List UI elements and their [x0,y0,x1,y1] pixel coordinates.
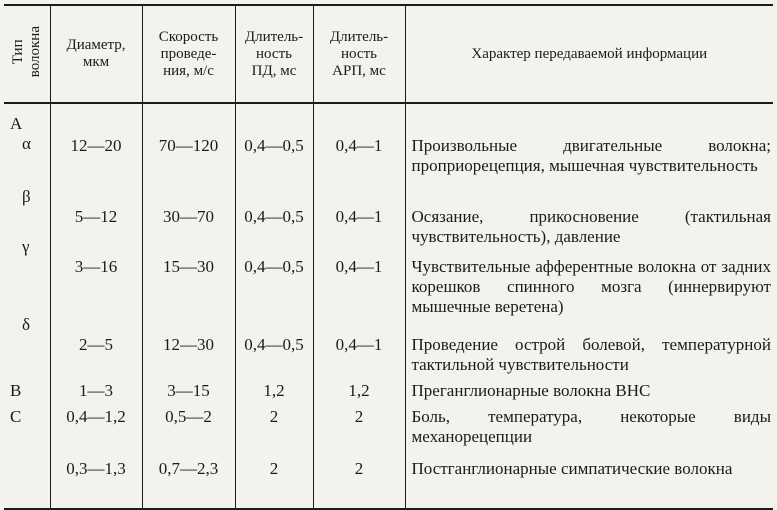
table-row [4,197,773,251]
header-pd-duration: Длитель- ность ПД, мс [235,5,313,103]
info-cell: Боль, температура, некоторые виды механорецепции [405,405,773,459]
arp-cell: 0,4—1 [313,251,405,323]
pd-cell: 0,4—0,5 [235,323,313,377]
info-cell: Чувствительные афферентные волокна от задних корешков спинного мозга (иннервируют мышечные веретена) [405,251,773,323]
speed-cell: 0,7—2,3 [142,459,235,509]
speed-cell: 3—15 [142,377,235,405]
fiber-type-cell [4,315,50,377]
nerve-fiber-table [4,4,773,510]
table-row [4,251,773,323]
diameter-cell: 1—3 [50,377,142,405]
info-cell: Произвольные двигательные волокна; проприорецепция, мышечная чувствительность [405,103,773,197]
speed-cell: 70—120 [142,103,235,197]
diameter-cell: 0,4—1,2 [50,405,142,459]
pd-cell: 0,4—0,5 [235,197,313,251]
fiber-type-cell [4,103,50,197]
table-row [4,377,773,405]
diameter-cell: 2—5 [50,323,142,377]
arp-cell: 2 [313,405,405,459]
arp-cell: 0,4—1 [313,103,405,197]
pd-cell: 1,2 [235,377,313,405]
table-row [4,323,773,377]
arp-cell: 0,4—1 [313,323,405,377]
fiber-subtype-label: γ [22,237,30,256]
pd-cell: 2 [235,405,313,459]
fiber-group-label: А [10,114,23,133]
speed-cell: 15—30 [142,251,235,323]
arp-cell: 0,4—1 [313,197,405,251]
pd-cell: 2 [235,459,313,509]
speed-cell: 0,5—2 [142,405,235,459]
diameter-cell: 12—20 [50,103,142,197]
info-cell: Осязание, прикосновение (тактильная чувствительность), давление [405,197,773,251]
header-diameter: Диаметр, мкм [50,5,142,103]
fiber-type-cell [4,377,50,405]
table-row [4,405,773,459]
fiber-subtype-label: β [22,187,31,206]
info-cell: Проведение острой болевой, температурной тактильной чувствительности [405,323,773,377]
header-fiber-type: Тип волокна [4,5,50,103]
speed-cell: 30—70 [142,197,235,251]
fiber-group-label: В [10,381,22,400]
header-information: Характер передаваемой информации [405,5,773,103]
fiber-subtype-label: α [22,134,31,153]
arp-cell: 2 [313,459,405,509]
header-row [4,5,773,103]
header-arp-duration: Длитель- ность АРП, мс [313,5,405,103]
info-cell: Постганглионарные симпатические волокна [405,459,773,509]
fiber-subtype-label: δ [22,315,31,334]
pd-cell: 0,4—0,5 [235,251,313,323]
fiber-type-cell [4,237,50,323]
fiber-type-cell [4,405,50,459]
diameter-cell: 3—16 [50,251,142,323]
speed-cell: 12—30 [142,323,235,377]
info-cell: Преганглионарные волокна ВНС [405,377,773,405]
diameter-cell: 5—12 [50,197,142,251]
pd-cell: 0,4—0,5 [235,103,313,197]
diameter-cell: 0,3—1,3 [50,459,142,509]
arp-cell: 1,2 [313,377,405,405]
fiber-group-label: С [10,407,22,426]
header-speed: Скорость проведе- ния, м/с [142,5,235,103]
table-row [4,103,773,197]
